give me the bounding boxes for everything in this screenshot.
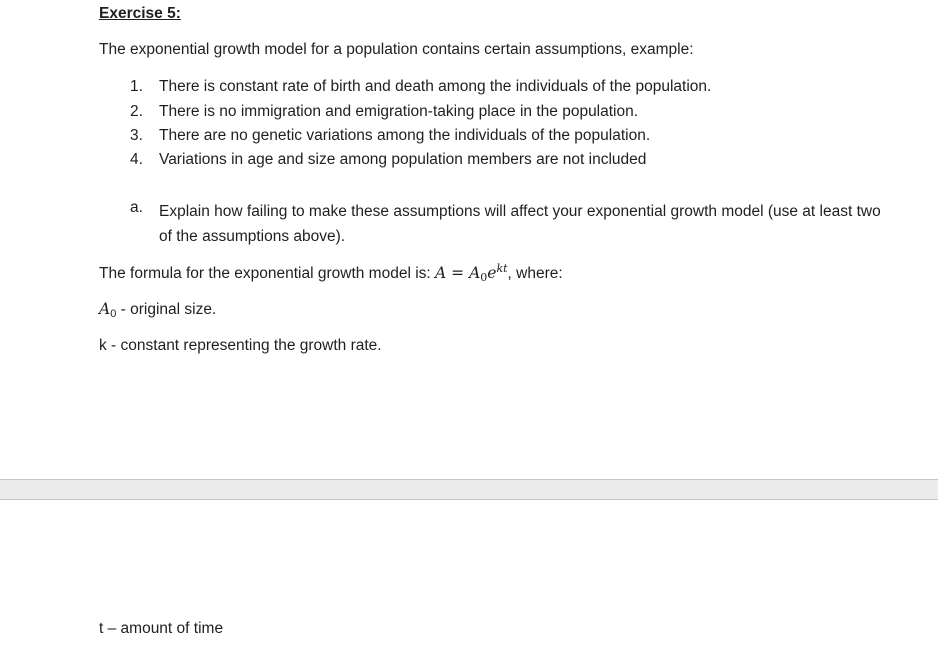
list-item: [130, 78, 711, 96]
list-text: Variations in age and size among population members are not included: [159, 151, 647, 168]
definition-a0: [99, 300, 216, 320]
list-item: [130, 151, 646, 169]
question-text: Explain how failing to make these assumptions will affect your exponential growth model (use at least two of the assumptions above).: [159, 203, 881, 245]
question-item: [130, 199, 889, 249]
definition-t: t – amount of time: [99, 620, 224, 637]
a0-text: - original size.: [116, 301, 217, 318]
intro-paragraph: The exponential growth model for a population contains certain assumptions, example:: [99, 41, 694, 58]
list-number: 3.: [130, 127, 143, 144]
formula-expression: [435, 264, 508, 282]
formula-lhs: A: [435, 264, 447, 282]
page-break: [0, 479, 938, 500]
exercise-heading: Exercise 5:: [99, 5, 181, 22]
list-text: There is constant rate of birth and death among the individuals of the population.: [159, 78, 712, 95]
question-label: a.: [130, 199, 143, 216]
list-item: [130, 103, 638, 121]
a0-symbol: A: [99, 300, 111, 318]
formula-equals: =: [446, 264, 470, 282]
formula-base: A: [469, 264, 481, 282]
definition-k: k - constant representing the growth rate.: [99, 337, 382, 354]
list-number: 4.: [130, 151, 143, 168]
a0-sub: 0: [110, 308, 117, 320]
formula-base-sub: 0: [480, 271, 488, 284]
list-number: 2.: [130, 103, 143, 120]
list-item: [130, 127, 650, 145]
list-text: There is no immigration and emigration-taking place in the population.: [159, 103, 639, 120]
list-number: 1.: [130, 78, 143, 95]
formula-prefix: The formula for the exponential growth model is:: [99, 265, 436, 282]
formula-line: [99, 262, 563, 284]
formula-e: e: [487, 264, 497, 282]
list-text: There are no genetic variations among the individuals of the population.: [159, 127, 651, 144]
formula-suffix: , where:: [507, 265, 563, 282]
formula-exponent: kt: [496, 262, 508, 275]
